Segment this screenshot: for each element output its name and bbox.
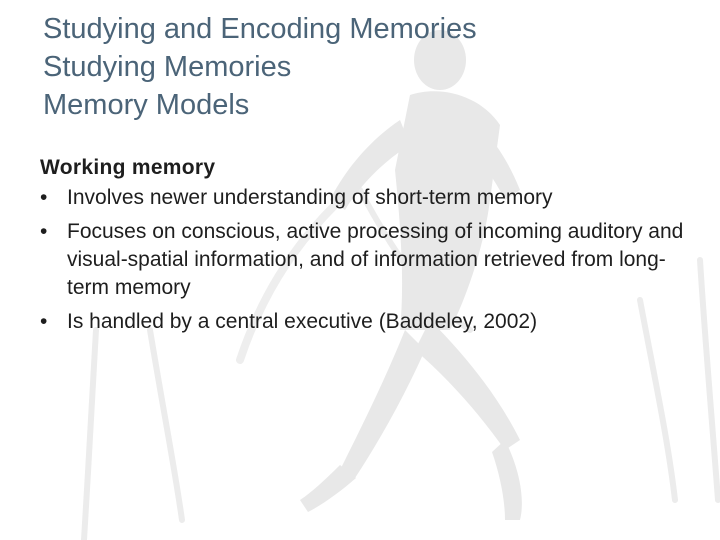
title-line: Studying and Encoding Memories: [43, 13, 477, 45]
subtitle-line: Studying Memories: [43, 51, 292, 83]
bullet-marker: •: [40, 220, 48, 243]
content-heading: Working memory: [40, 156, 216, 179]
bullet-item: [40, 308, 700, 336]
bullet-list: [40, 184, 700, 336]
bullet-marker: •: [40, 186, 48, 209]
slide-content: [40, 154, 700, 342]
bullet-text: Is handled by a central executive (Baddeley, 2002): [67, 310, 538, 333]
bullet-text: Focuses on conscious, active processing of incoming auditory and visual-spatial information, and of information retrieved from long-term memory: [67, 220, 684, 299]
bullet-text: Involves newer understanding of short-term memory: [67, 186, 553, 209]
bullet-marker: •: [40, 310, 48, 333]
bullet-item: [40, 184, 700, 212]
slide-title: [43, 10, 683, 124]
bullet-item: [40, 218, 700, 302]
section-title-line: Memory Models: [43, 89, 250, 121]
